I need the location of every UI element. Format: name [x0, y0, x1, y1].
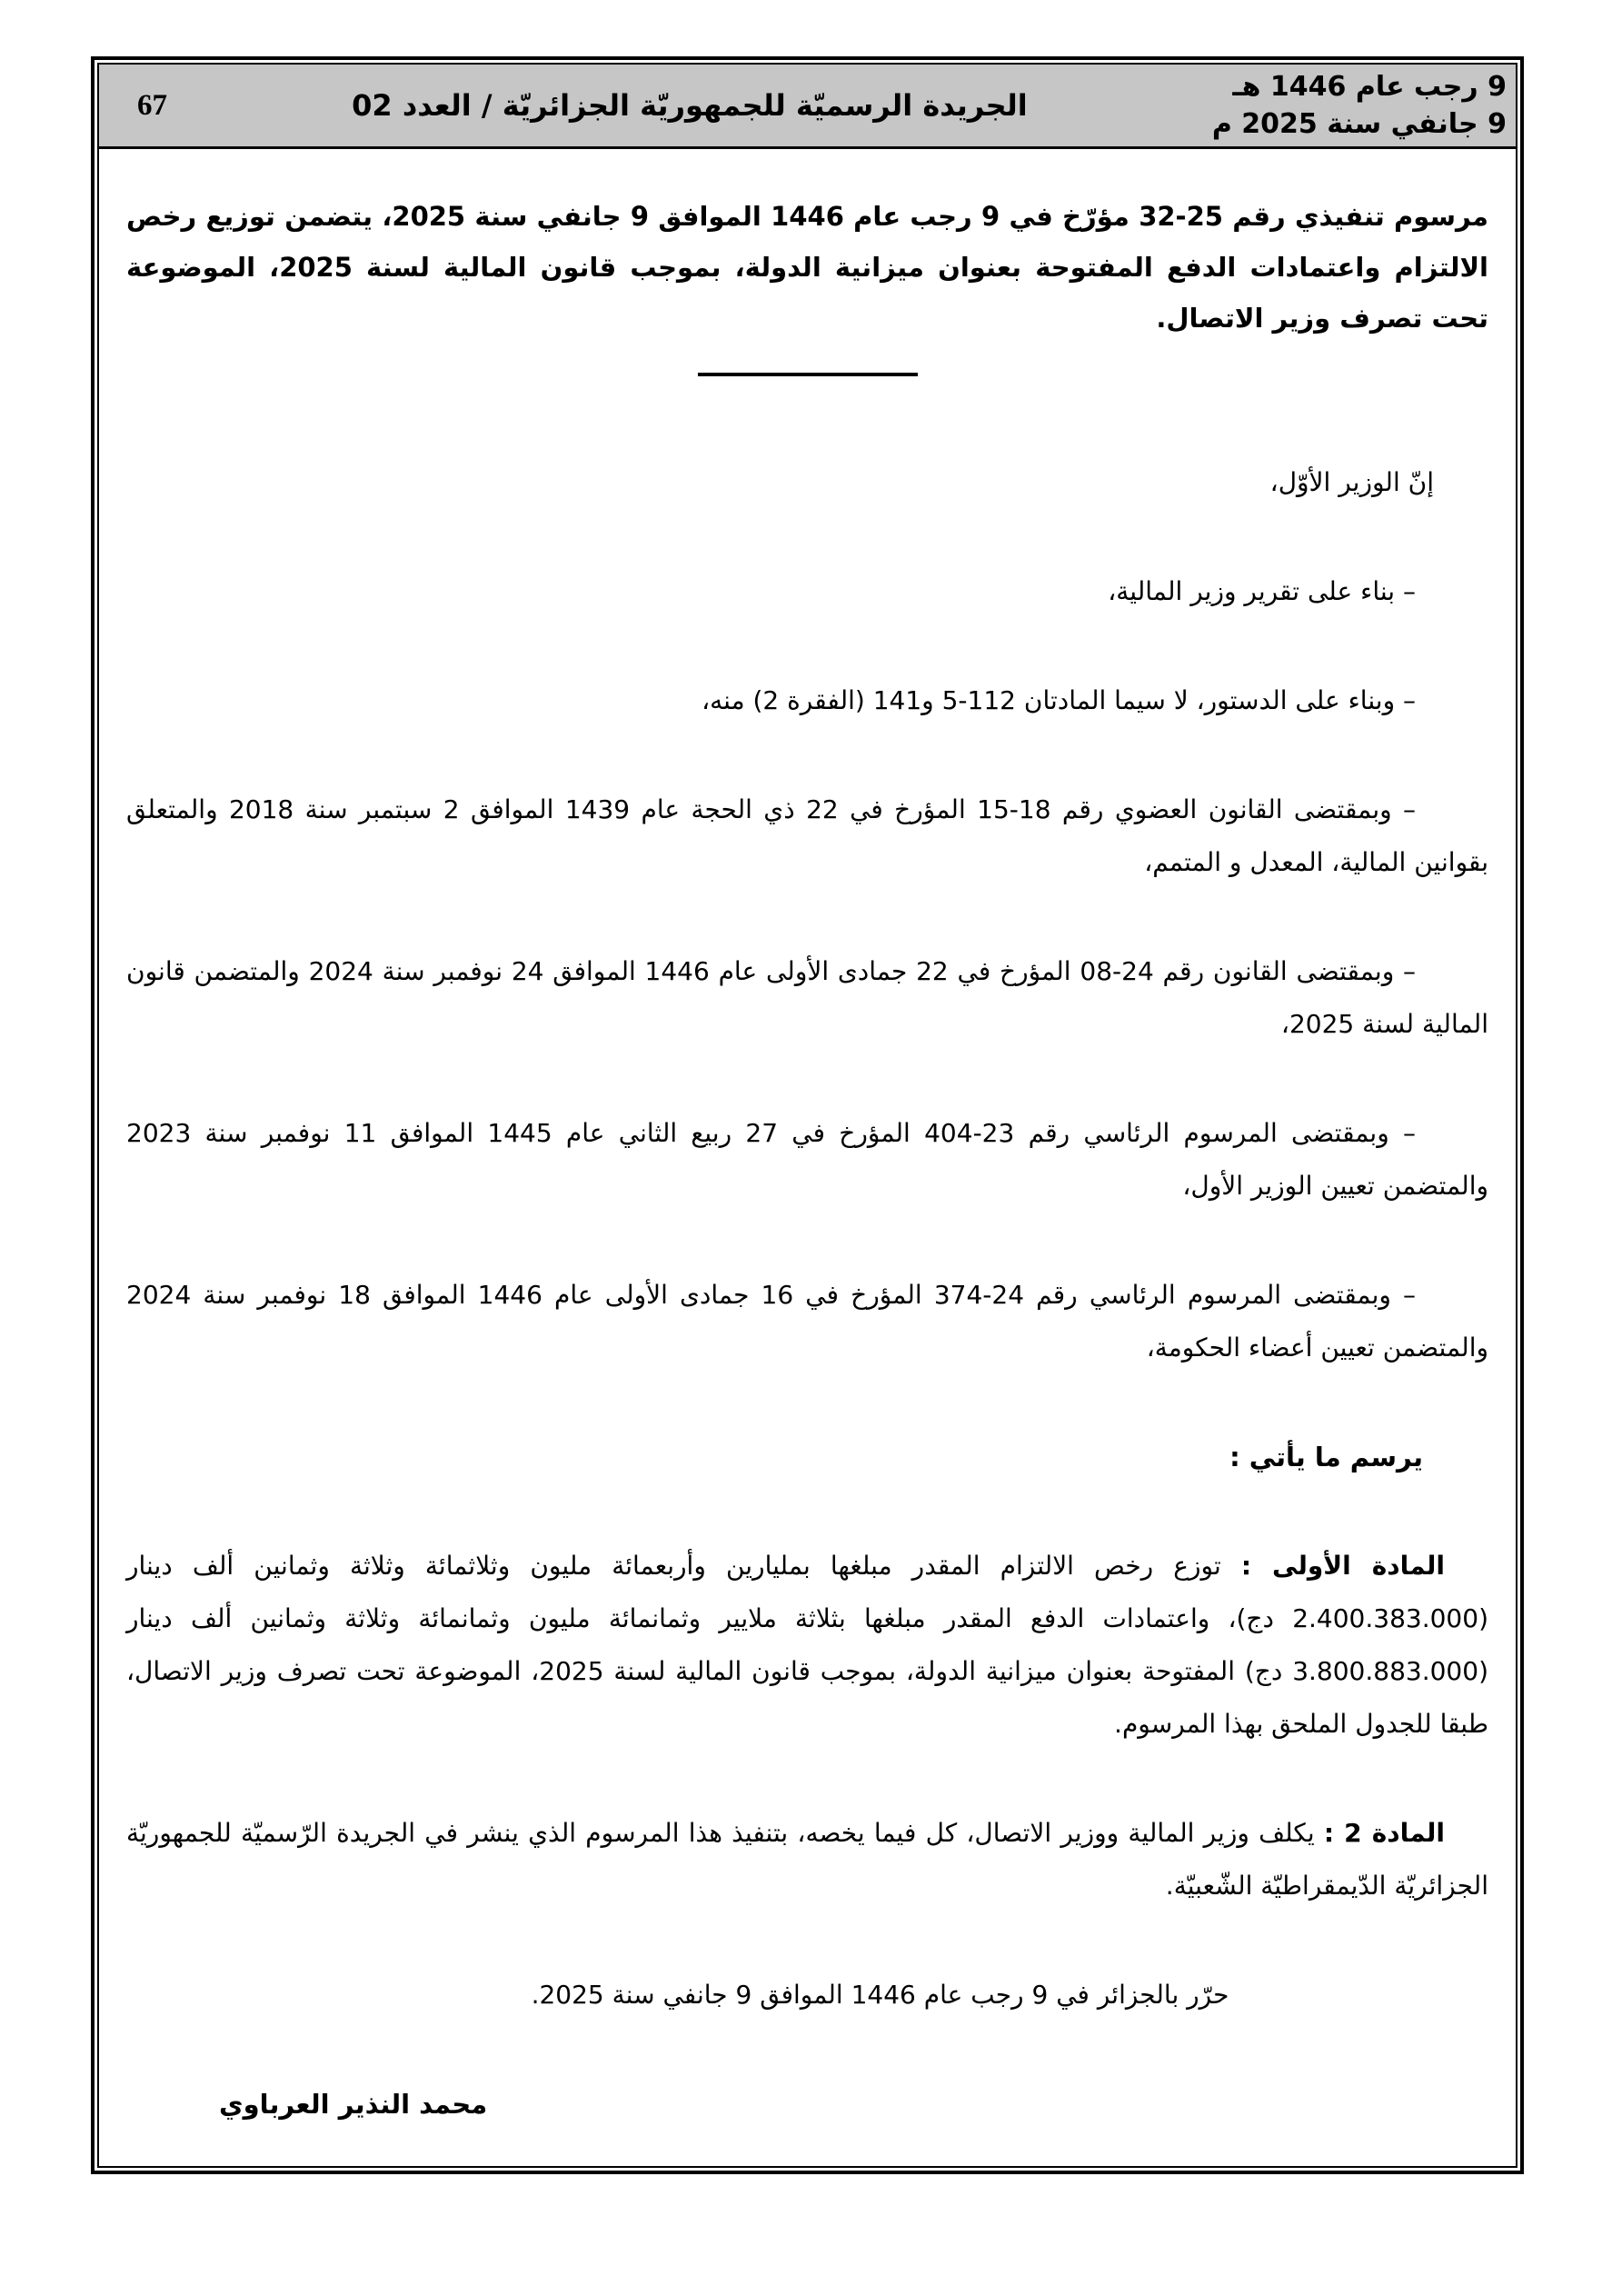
date-hijri: 9 رجب عام 1446 هـ — [1232, 71, 1507, 103]
article-1-text: توزع رخص الالتزام المقدر مبلغها بمليارين وأربعمائة مليون وثلاثمائة وثلاثة وثمانين ألف دينار (2.400.383.000 دج)، واعتمادات الدفع المقدر مبلغها بثلاثة ملايير وثمانمائة مليون وثمانمائة وثلاثة وثمانين ألف دينار (3.800.883.000 دج) المفتوحة بعنوان ميزانية الدولة، بموجب قانون المالية لسنة 2025، الموضوعة تحت تصرف وزير الاتصال، طبقا للجدول الملحق بهذا المرسوم. — [126, 1551, 1488, 1739]
article-2-label: المادة 2 : — [1323, 1818, 1446, 1848]
gazette-title: الجريدة الرسميّة للجمهوريّة الجزائريّة / العدد 02 — [352, 88, 1028, 123]
preamble-item-4: – وبمقتضى القانون رقم 24-08 المؤرخ في 22 جمادى الأولى عام 1446 الموافق 24 نوفمبر سنة 2024 والمتضمن قانون المالية لسنة 2025، — [126, 956, 1488, 1039]
enactment-heading: يرسم ما يأتي : — [1229, 1442, 1423, 1472]
preamble-item-1: – بناء على تقرير وزير المالية، — [1108, 576, 1416, 606]
preamble-item-2: – وبناء على الدستور، لا سيما المادتان 112-5 و141 (الفقرة 2) منه، — [702, 685, 1416, 715]
decree-body — [99, 149, 1516, 2131]
article-2-text: يكلف وزير المالية ووزير الاتصال، كل فيما يخصه، بتنفيذ هذا المرسوم الذي ينشر في الجريدة الرّسميّة للجمهوريّة الجزائريّة الدّيمقراطيّة الشّعبيّة. — [126, 1818, 1488, 1901]
page-frame-inner — [97, 63, 1518, 2168]
preamble-item-3: – وبمقتضى القانون العضوي رقم 18-15 المؤرخ في 22 ذي الحجة عام 1439 الموافق 2 سبتمبر سنة 2018 والمتعلق بقوانين المالية، المعدل و المتمم، — [126, 794, 1488, 877]
preamble-item-5: – وبمقتضى المرسوم الرئاسي رقم 23-404 المؤرخ في 27 ربيع الثاني عام 1445 الموافق 11 نوفمبر سنة 2023 والمتضمن تعيين الوزير الأول، — [126, 1118, 1488, 1201]
signatory-name: محمد النذير العرباوي — [219, 2089, 488, 2120]
article-2 — [126, 1807, 1488, 1912]
date-gregorian: 9 جانفي سنة 2025 م — [1211, 108, 1507, 140]
page-frame — [91, 56, 1524, 2174]
page-number: 67 — [137, 88, 167, 122]
header-band — [99, 65, 1516, 149]
decree-title: مرسوم تنفيذي رقم 25-32 مؤرّخ في 9 رجب عام 1446 الموافق 9 جانفي سنة 2025، يتضمن توزيع رخص الالتزام واعتمادات الدفع المفتوحة بعنوان ميزانية الدولة، بموجب قانون المالية لسنة 2025، الموضوعة تحت تصرف وزير الاتصال. — [126, 201, 1489, 334]
issued-at-line: حرّر بالجزائر في 9 رجب عام 1446 الموافق 9 جانفي سنة 2025. — [531, 1980, 1229, 2010]
article-1 — [126, 1540, 1488, 1751]
title-divider — [698, 373, 918, 376]
preamble-intro: إنّ الوزير الأوّل، — [1269, 467, 1434, 497]
article-1-label: المادة الأولى : — [1240, 1551, 1445, 1581]
preamble-item-6: – وبمقتضى المرسوم الرئاسي رقم 24-374 المؤرخ في 16 جمادى الأولى عام 1446 الموافق 18 نوفمبر سنة 2024 والمتضمن تعيين أعضاء الحكومة، — [126, 1280, 1488, 1363]
header-dates — [1212, 68, 1516, 143]
